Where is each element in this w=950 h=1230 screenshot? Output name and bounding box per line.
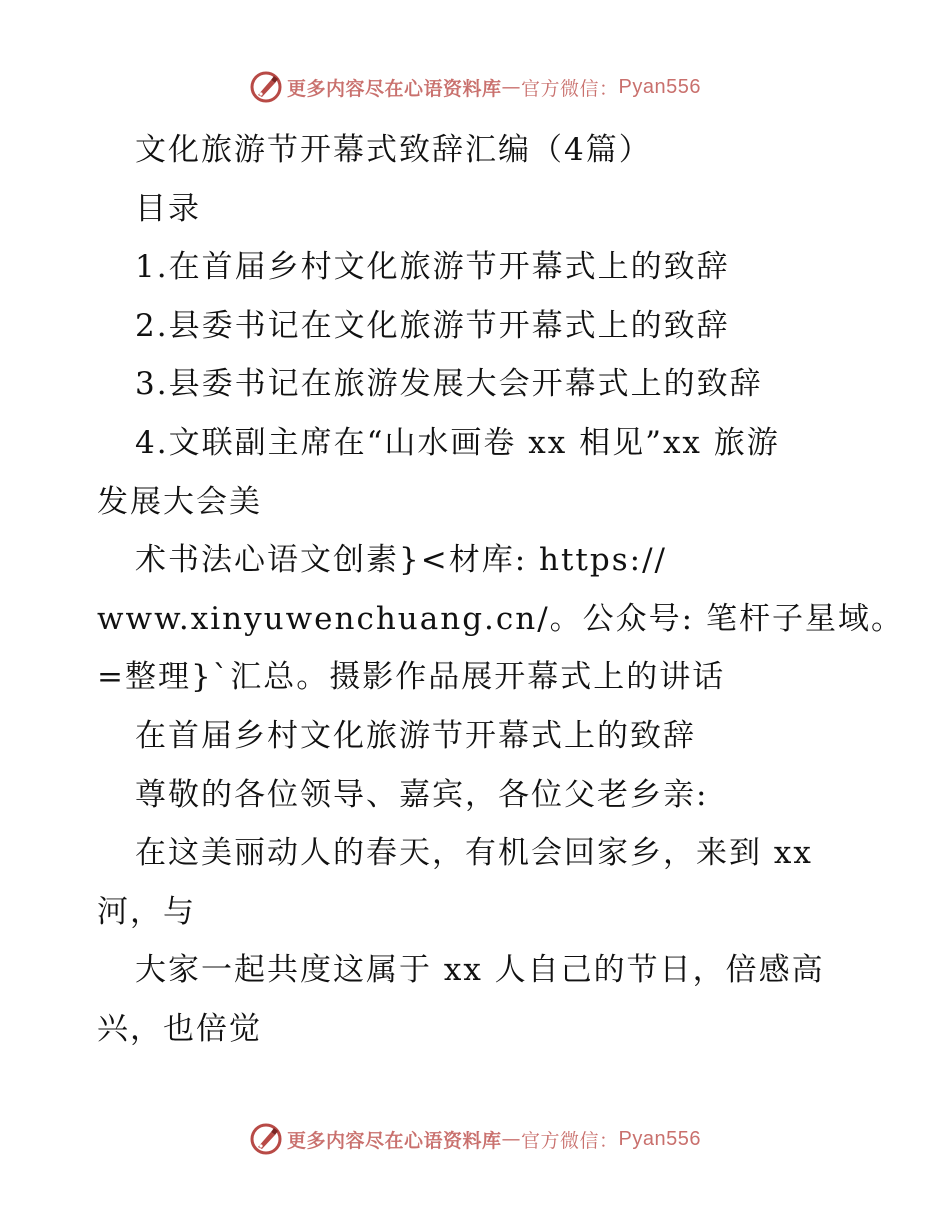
watermark-dash: — [501, 76, 522, 98]
toc-heading: 目录 [135, 190, 201, 227]
paragraph-line: 河，与 [97, 893, 196, 930]
body-line: www.xinyuwenchuang.cn/。公众号: 笔杆子星域。 [97, 600, 904, 637]
salutation: 尊敬的各位领导、嘉宾，各位父老乡亲: [135, 776, 709, 813]
watermark-title: 更多内容尽在心语资料库 [287, 77, 502, 100]
paragraph-line: 兴，也倍觉 [97, 1010, 262, 1047]
body-line: =整理}`汇总。摄影作品展开幕式上的讲话 [97, 659, 726, 696]
paragraph-line: 大家一起共度这属于 xx 人自己的节日，倍感高 [135, 952, 825, 989]
footer-watermark [0, 1122, 950, 1156]
toc-item-3: 3.县委书记在旅游发展大会开幕式上的致辞 [135, 366, 763, 403]
watermark-title: 更多内容尽在心语资料库 [287, 1129, 502, 1152]
pen-logo-icon [249, 70, 283, 104]
watermark-wechat-label: 官方微信： [521, 1129, 619, 1152]
watermark-dash: — [501, 1128, 522, 1150]
toc-item-4-continued: 发展大会美 [97, 483, 262, 520]
toc-item-1: 1.在首届乡村文化旅游节开幕式上的致辞 [135, 249, 730, 286]
header-watermark [0, 70, 950, 104]
toc-item-4: 4.文联副主席在“山水画卷 xx 相见”xx 旅游 [135, 424, 780, 461]
document-body [97, 121, 904, 1059]
section-heading: 在首届乡村文化旅游节开幕式上的致辞 [135, 717, 696, 754]
watermark-wechat-id: Pyan556 [618, 1127, 701, 1150]
watermark-wechat-id: Pyan556 [618, 75, 701, 98]
toc-item-2: 2.县委书记在文化旅游节开幕式上的致辞 [135, 307, 730, 344]
paragraph-line: 在这美丽动人的春天，有机会回家乡，来到 xx [135, 835, 813, 872]
body-line: 术书法心语文创素}<材库: https:// [135, 542, 667, 579]
pen-logo-icon [249, 1122, 283, 1156]
document-title: 文化旅游节开幕式致辞汇编（4篇） [135, 132, 652, 168]
watermark-wechat-label: 官方微信： [521, 77, 619, 100]
